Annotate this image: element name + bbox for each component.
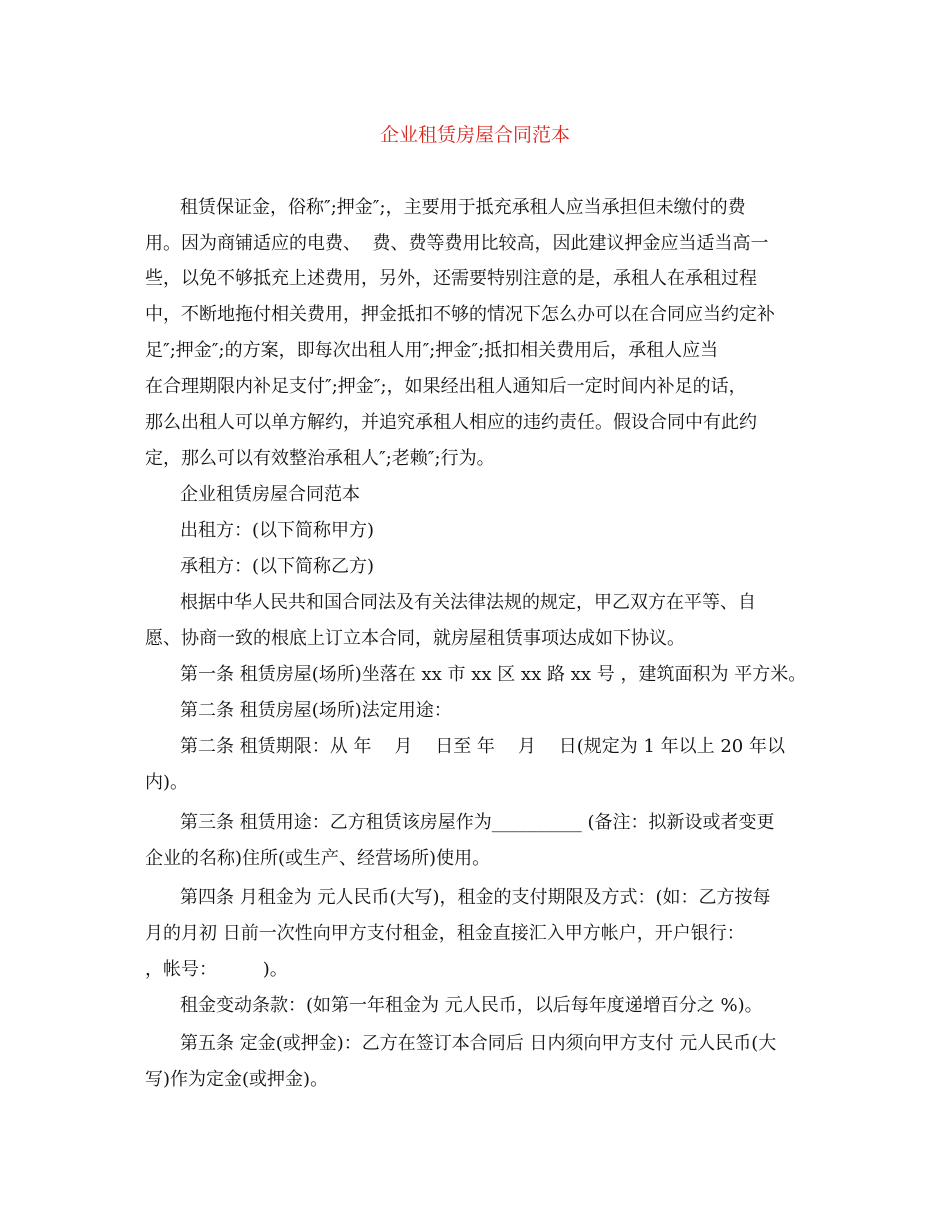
lessor-line: 出租方：(以下简称甲方) bbox=[180, 520, 375, 541]
paragraph-line: 那么出租人可以单方解约，并追究承租人相应的违约责任。假设合同中有此约 bbox=[145, 412, 757, 433]
paragraph-line: 租赁保证金，俗称″;押金″;，主要用于抵充承租人应当承担但未缴付的费 bbox=[180, 197, 746, 218]
paragraph-line: 些，以免不够抵充上述费用，另外，还需要特别注意的是，承租人在承租过程 bbox=[145, 268, 757, 289]
paragraph-line: 定，那么可以有效整治承租人″;老赖″;行为。 bbox=[145, 448, 495, 469]
clause-line: 第二条 租赁房屋(场所)法定用途： bbox=[180, 700, 452, 721]
clause-line: ，帐号： )。 bbox=[145, 959, 288, 980]
clause-line: 第一条 租赁房屋(场所)坐落在 xx 市 xx 区 xx 路 xx 号 ，建筑面积为 平方米。 bbox=[180, 664, 807, 685]
section-heading: 企业租赁房屋合同范本 bbox=[180, 484, 360, 505]
paragraph-line: 用。因为商铺适应的电费、 费、费等费用比较高，因此建议押金应当适当高一 bbox=[145, 233, 769, 254]
lessee-line: 承租方：(以下简称乙方) bbox=[180, 556, 375, 577]
paragraph-line: 在合理期限内补足支付″;押金″;，如果经出租人通知后一定时间内补足的话， bbox=[145, 376, 747, 397]
paragraph-line: 中，不断地拖付相关费用，押金抵扣不够的情况下怎么办可以在合同应当约定补 bbox=[145, 304, 775, 325]
paragraph-line: 足″;押金″;的方案，即每次出租人用″;押金″;抵扣相关费用后，承租人应当 bbox=[145, 340, 719, 361]
clause-line: 第二条 租赁期限：从 年 月 日至 年 月 日(规定为 1 年以上 20 年以 bbox=[180, 736, 785, 757]
clause-line: 租金变动条款：(如第一年租金为 元人民币，以后每年度递增百分之 %)。 bbox=[180, 995, 763, 1016]
clause-line: 企业的名称)住所(或生产、经营场所)使用。 bbox=[145, 848, 491, 869]
clause-line: 月的月初 日前一次性向甲方支付租金，租金直接汇入甲方帐户，开户银行： bbox=[145, 923, 745, 944]
clause-line: 写)作为定金(或押金)。 bbox=[145, 1069, 329, 1090]
paragraph-line: 愿、协商一致的根底上订立本合同，就房屋租赁事项达成如下协议。 bbox=[145, 628, 685, 649]
document-title: 企业租赁房屋合同范本 bbox=[379, 124, 570, 146]
clause-line: 第五条 定金(或押金)：乙方在签订本合同后 日内须向甲方支付 元人民币(大 bbox=[180, 1033, 777, 1054]
clause-line: 第四条 月租金为 元人民币(大写)，租金的支付期限及方式：(如：乙方按每 bbox=[180, 887, 771, 908]
clause-line: 第三条 租赁用途：乙方租赁该房屋作为__________ (备注：拟新设或者变更 bbox=[180, 812, 775, 833]
paragraph-line: 根据中华人民共和国合同法及有关法律法规的规定，甲乙双方在平等、自 bbox=[180, 592, 756, 613]
clause-line: 内)。 bbox=[145, 772, 189, 793]
